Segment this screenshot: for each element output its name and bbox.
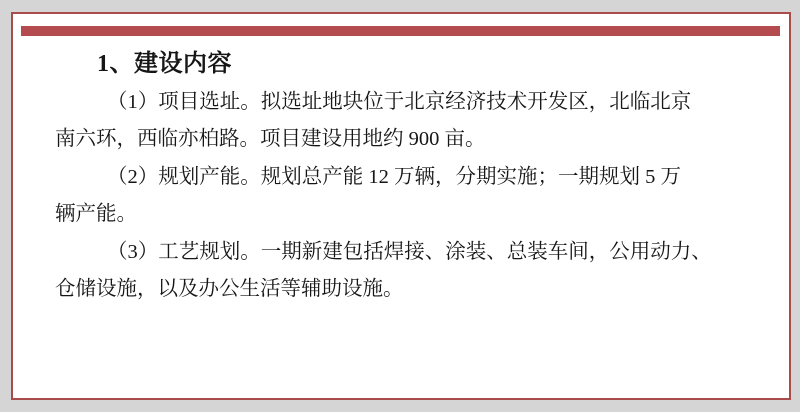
paragraph-1-line-1: （1）项目选址。拟选址地块位于北京经济技术开发区，北临北京 (107, 90, 692, 113)
paragraph-3-line-1: （3）工艺规划。一期新建包括焊接、涂装、总装车间，公用动力、 (107, 240, 712, 263)
document-page (11, 12, 791, 400)
paragraph-3-line-2: 仓储设施，以及办公生活等辅助设施。 (55, 278, 404, 300)
document-content (55, 46, 769, 309)
paragraph-1-line-2: 南六环，西临亦柏路。项目建设用地约 900 亩。 (55, 128, 486, 150)
section-heading: 1、建设内容 (97, 51, 232, 77)
paragraph-2-line-1: （2）规划产能。规划总产能 12 万辆，分期实施；一期规划 5 万 (107, 165, 681, 188)
paragraph-2-line-2: 辆产能。 (55, 203, 137, 225)
title-accent-bar (21, 26, 780, 36)
